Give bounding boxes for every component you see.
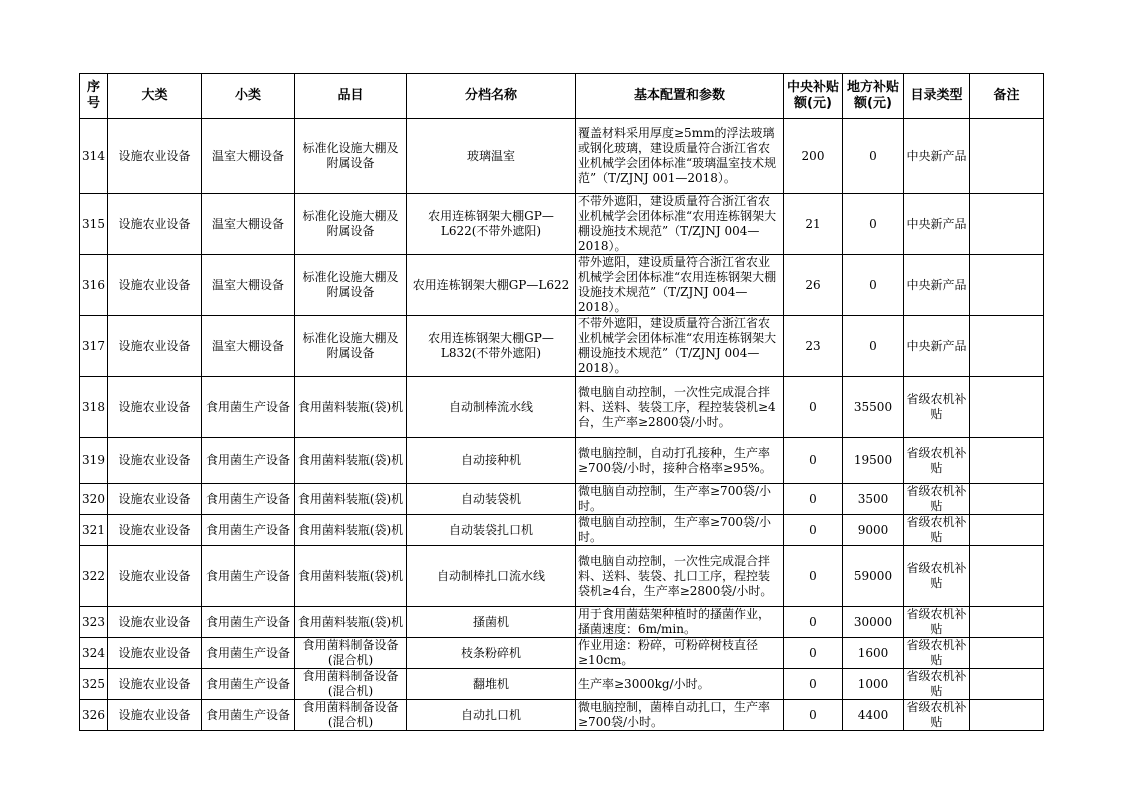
cell-central-subsidy: 26 (784, 255, 843, 316)
cell-central-subsidy: 0 (784, 607, 843, 638)
cell-remark (970, 607, 1044, 638)
cell-remark (970, 515, 1044, 546)
cell-local-subsidy: 35500 (843, 377, 904, 438)
cell-local-subsidy: 0 (843, 316, 904, 377)
cell-config: 覆盖材料采用厚度≥5mm的浮法玻璃或钢化玻璃，建设质量符合浙江省农业机械学会团体标准“玻璃温室技术规范”（T/ZJNJ 001—2018）。 (576, 119, 784, 194)
cell-config: 微电脑自动控制，一次性完成混合拌料、送料、装袋、扎口工序，程控装袋机≥4台，生产率≥2800袋/小时。 (576, 546, 784, 607)
cell-config: 微电脑自动控制，生产率≥700袋/小时。 (576, 515, 784, 546)
cell-tier-name: 农用连栋钢架大棚GP—L622 (407, 255, 576, 316)
cell-remark (970, 669, 1044, 700)
table-row (80, 669, 1044, 700)
cell-remark (970, 194, 1044, 255)
cell-local-subsidy: 0 (843, 194, 904, 255)
cell-catalog-type: 省级农机补贴 (904, 700, 970, 731)
cell-config: 不带外遮阳，建设质量符合浙江省农业机械学会团体标准“农用连栋钢架大棚设施技术规范”（T/ZJNJ 004—2018）。 (576, 194, 784, 255)
cell-no: 321 (80, 515, 108, 546)
cell-central-subsidy: 0 (784, 546, 843, 607)
cell-local-subsidy: 1000 (843, 669, 904, 700)
table-row (80, 438, 1044, 484)
cell-remark (970, 377, 1044, 438)
cell-category: 设施农业设备 (108, 638, 202, 669)
table-row (80, 119, 1044, 194)
cell-central-subsidy: 0 (784, 377, 843, 438)
cell-tier-name: 自动制棒扎口流水线 (407, 546, 576, 607)
cell-item: 标准化设施大棚及附属设备 (295, 255, 407, 316)
cell-subcategory: 温室大棚设备 (202, 119, 295, 194)
cell-local-subsidy: 9000 (843, 515, 904, 546)
cell-tier-name: 翻堆机 (407, 669, 576, 700)
cell-item: 标准化设施大棚及附属设备 (295, 194, 407, 255)
cell-remark (970, 316, 1044, 377)
table-row (80, 700, 1044, 731)
cell-tier-name: 自动制棒流水线 (407, 377, 576, 438)
cell-item: 食用菌料装瓶(袋)机 (295, 515, 407, 546)
cell-item: 食用菌料装瓶(袋)机 (295, 377, 407, 438)
cell-item: 食用菌料制备设备(混合机) (295, 669, 407, 700)
cell-catalog-type: 省级农机补贴 (904, 484, 970, 515)
header-remark: 备注 (970, 74, 1044, 119)
cell-subcategory: 温室大棚设备 (202, 194, 295, 255)
cell-tier-name: 自动装袋扎口机 (407, 515, 576, 546)
cell-no: 325 (80, 669, 108, 700)
cell-category: 设施农业设备 (108, 438, 202, 484)
cell-remark (970, 119, 1044, 194)
table-row (80, 484, 1044, 515)
cell-tier-name: 自动扎口机 (407, 700, 576, 731)
cell-catalog-type: 省级农机补贴 (904, 438, 970, 484)
cell-item: 食用菌料装瓶(袋)机 (295, 438, 407, 484)
cell-item: 食用菌料装瓶(袋)机 (295, 484, 407, 515)
cell-config: 生产率≥3000kg/小时。 (576, 669, 784, 700)
cell-subcategory: 食用菌生产设备 (202, 438, 295, 484)
cell-remark (970, 255, 1044, 316)
cell-catalog-type: 省级农机补贴 (904, 377, 970, 438)
cell-category: 设施农业设备 (108, 316, 202, 377)
cell-remark (970, 438, 1044, 484)
cell-no: 317 (80, 316, 108, 377)
cell-tier-name: 自动装袋机 (407, 484, 576, 515)
header-central-subsidy: 中央补贴额(元) (784, 74, 843, 119)
cell-subcategory: 食用菌生产设备 (202, 546, 295, 607)
table-row (80, 546, 1044, 607)
cell-central-subsidy: 0 (784, 669, 843, 700)
cell-tier-name: 农用连栋钢架大棚GP—L622(不带外遮阳) (407, 194, 576, 255)
table-row (80, 377, 1044, 438)
cell-tier-name: 玻璃温室 (407, 119, 576, 194)
cell-local-subsidy: 19500 (843, 438, 904, 484)
cell-local-subsidy: 1600 (843, 638, 904, 669)
cell-item: 食用菌料制备设备(混合机) (295, 638, 407, 669)
cell-item: 标准化设施大棚及附属设备 (295, 316, 407, 377)
cell-category: 设施农业设备 (108, 119, 202, 194)
cell-category: 设施农业设备 (108, 669, 202, 700)
cell-subcategory: 食用菌生产设备 (202, 484, 295, 515)
cell-category: 设施农业设备 (108, 607, 202, 638)
cell-no: 322 (80, 546, 108, 607)
cell-catalog-type: 省级农机补贴 (904, 669, 970, 700)
cell-tier-name: 搔菌机 (407, 607, 576, 638)
cell-item: 标准化设施大棚及附属设备 (295, 119, 407, 194)
cell-subcategory: 温室大棚设备 (202, 316, 295, 377)
header-row (80, 74, 1044, 119)
cell-config: 微电脑自动控制，生产率≥700袋/小时。 (576, 484, 784, 515)
cell-local-subsidy: 30000 (843, 607, 904, 638)
cell-catalog-type: 中央新产品 (904, 316, 970, 377)
cell-category: 设施农业设备 (108, 377, 202, 438)
header-tier-name: 分档名称 (407, 74, 576, 119)
cell-subcategory: 温室大棚设备 (202, 255, 295, 316)
cell-catalog-type: 中央新产品 (904, 255, 970, 316)
table-row (80, 607, 1044, 638)
cell-remark (970, 484, 1044, 515)
cell-item: 食用菌料装瓶(袋)机 (295, 607, 407, 638)
cell-catalog-type: 省级农机补贴 (904, 515, 970, 546)
header-no: 序号 (80, 74, 108, 119)
cell-central-subsidy: 21 (784, 194, 843, 255)
cell-subcategory: 食用菌生产设备 (202, 607, 295, 638)
cell-local-subsidy: 59000 (843, 546, 904, 607)
cell-local-subsidy: 0 (843, 119, 904, 194)
table-row (80, 194, 1044, 255)
cell-tier-name: 枝条粉碎机 (407, 638, 576, 669)
cell-tier-name: 自动接种机 (407, 438, 576, 484)
cell-subcategory: 食用菌生产设备 (202, 700, 295, 731)
table-row (80, 515, 1044, 546)
cell-central-subsidy: 0 (784, 700, 843, 731)
cell-no: 323 (80, 607, 108, 638)
cell-no: 318 (80, 377, 108, 438)
cell-local-subsidy: 3500 (843, 484, 904, 515)
subsidy-table (79, 73, 1044, 731)
cell-no: 316 (80, 255, 108, 316)
cell-central-subsidy: 23 (784, 316, 843, 377)
cell-local-subsidy: 0 (843, 255, 904, 316)
cell-catalog-type: 省级农机补贴 (904, 546, 970, 607)
cell-catalog-type: 中央新产品 (904, 194, 970, 255)
cell-no: 320 (80, 484, 108, 515)
cell-config: 不带外遮阳，建设质量符合浙江省农业机械学会团体标准“农用连栋钢架大棚设施技术规范”（T/ZJNJ 004—2018）。 (576, 316, 784, 377)
cell-catalog-type: 中央新产品 (904, 119, 970, 194)
cell-no: 326 (80, 700, 108, 731)
cell-category: 设施农业设备 (108, 700, 202, 731)
cell-category: 设施农业设备 (108, 255, 202, 316)
cell-no: 319 (80, 438, 108, 484)
cell-tier-name: 农用连栋钢架大棚GP—L832(不带外遮阳) (407, 316, 576, 377)
cell-item: 食用菌料装瓶(袋)机 (295, 546, 407, 607)
cell-category: 设施农业设备 (108, 484, 202, 515)
cell-subcategory: 食用菌生产设备 (202, 638, 295, 669)
cell-central-subsidy: 0 (784, 515, 843, 546)
header-item: 品目 (295, 74, 407, 119)
cell-no: 314 (80, 119, 108, 194)
cell-category: 设施农业设备 (108, 194, 202, 255)
cell-catalog-type: 省级农机补贴 (904, 638, 970, 669)
header-category: 大类 (108, 74, 202, 119)
header-local-subsidy: 地方补贴额(元) (843, 74, 904, 119)
cell-remark (970, 700, 1044, 731)
cell-central-subsidy: 200 (784, 119, 843, 194)
cell-config: 微电脑控制，菌棒自动扎口，生产率≥700袋/小时。 (576, 700, 784, 731)
cell-central-subsidy: 0 (784, 484, 843, 515)
cell-config: 带外遮阳，建设质量符合浙江省农业机械学会团体标准“农用连栋钢架大棚设施技术规范”（T/ZJNJ 004—2018）。 (576, 255, 784, 316)
cell-config: 作业用途：粉碎，可粉碎树枝直径≥10cm。 (576, 638, 784, 669)
cell-config: 微电脑自动控制，一次性完成混合拌料、送料、装袋工序，程控装袋机≥4台，生产率≥2800袋/小时。 (576, 377, 784, 438)
header-catalog-type: 目录类型 (904, 74, 970, 119)
cell-category: 设施农业设备 (108, 515, 202, 546)
cell-remark (970, 638, 1044, 669)
cell-remark (970, 546, 1044, 607)
cell-local-subsidy: 4400 (843, 700, 904, 731)
cell-config: 微电脑控制，自动打孔接种，生产率≥700袋/小时，接种合格率≥95%。 (576, 438, 784, 484)
table-row (80, 255, 1044, 316)
table-row (80, 316, 1044, 377)
cell-no: 315 (80, 194, 108, 255)
cell-subcategory: 食用菌生产设备 (202, 377, 295, 438)
table-row (80, 638, 1044, 669)
cell-config: 用于食用菌菇架种植时的搔菌作业，搔菌速度：6m/min。 (576, 607, 784, 638)
header-subcategory: 小类 (202, 74, 295, 119)
cell-subcategory: 食用菌生产设备 (202, 669, 295, 700)
cell-central-subsidy: 0 (784, 638, 843, 669)
cell-no: 324 (80, 638, 108, 669)
cell-central-subsidy: 0 (784, 438, 843, 484)
header-config: 基本配置和参数 (576, 74, 784, 119)
cell-catalog-type: 省级农机补贴 (904, 607, 970, 638)
cell-category: 设施农业设备 (108, 546, 202, 607)
cell-item: 食用菌料制备设备(混合机) (295, 700, 407, 731)
cell-subcategory: 食用菌生产设备 (202, 515, 295, 546)
